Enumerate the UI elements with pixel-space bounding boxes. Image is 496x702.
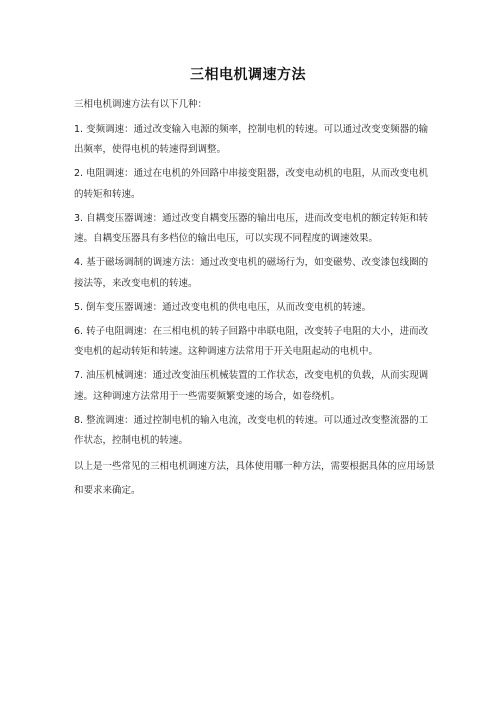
- list-item: 8. 整流调速：通过控制电机的输入电流，改变电机的转速。可以通过改变整流器的工作状态，控制电机的转速。: [74, 414, 429, 446]
- list-item: 6. 转子电阻调速：在三相电机的转子回路中串联电阻，改变转子电阻的大小，进而改变电机的起动转矩和转速。这种调速方法常用于开关电阻起动的电机中。: [74, 325, 429, 357]
- list-item: 1. 变频调速：通过改变输入电源的频率，控制电机的转速。可以通过改变变频器的输出频率，使得电机的转速得到调整。: [74, 123, 429, 155]
- list-item: 5. 倒车变压器调速：通过改变电机的供电电压，从而改变电机的转速。: [74, 301, 372, 313]
- list-item: 4. 基于磁场调制的调速方法：通过改变电机的磁场行为，如变磁势、改变漆包线圈的接法等，来改变电机的转速。: [74, 257, 429, 289]
- list-item: 3. 自耦变压器调速：通过改变自耦变压器的输出电压，进而改变电机的额定转矩和转速。自耦变压器具有多档位的输出电压，可以实现不同程度的调速效果。: [74, 212, 429, 244]
- document-title: 三相电机调速方法: [190, 67, 306, 83]
- document-body: [74, 95, 436, 507]
- list-item: 2. 电阻调速：通过在电机的外回路中串接变阻器，改变电动机的电阻，从而改变电机的转矩和转速。: [74, 168, 429, 200]
- list-item: 7. 油压机械调速：通过改变油压机械装置的工作状态，改变电机的负载，从而实现调速。这种调速方法常用于一些需要频繁变速的场合，如卷绕机。: [74, 370, 429, 402]
- intro-paragraph: 三相电机调速方法有以下几种：: [74, 99, 208, 110]
- conclusion-paragraph: 以上是一些常见的三相电机调速方法，具体使用哪一种方法，需要根据具体的应用场景和要求来确定。: [74, 461, 436, 496]
